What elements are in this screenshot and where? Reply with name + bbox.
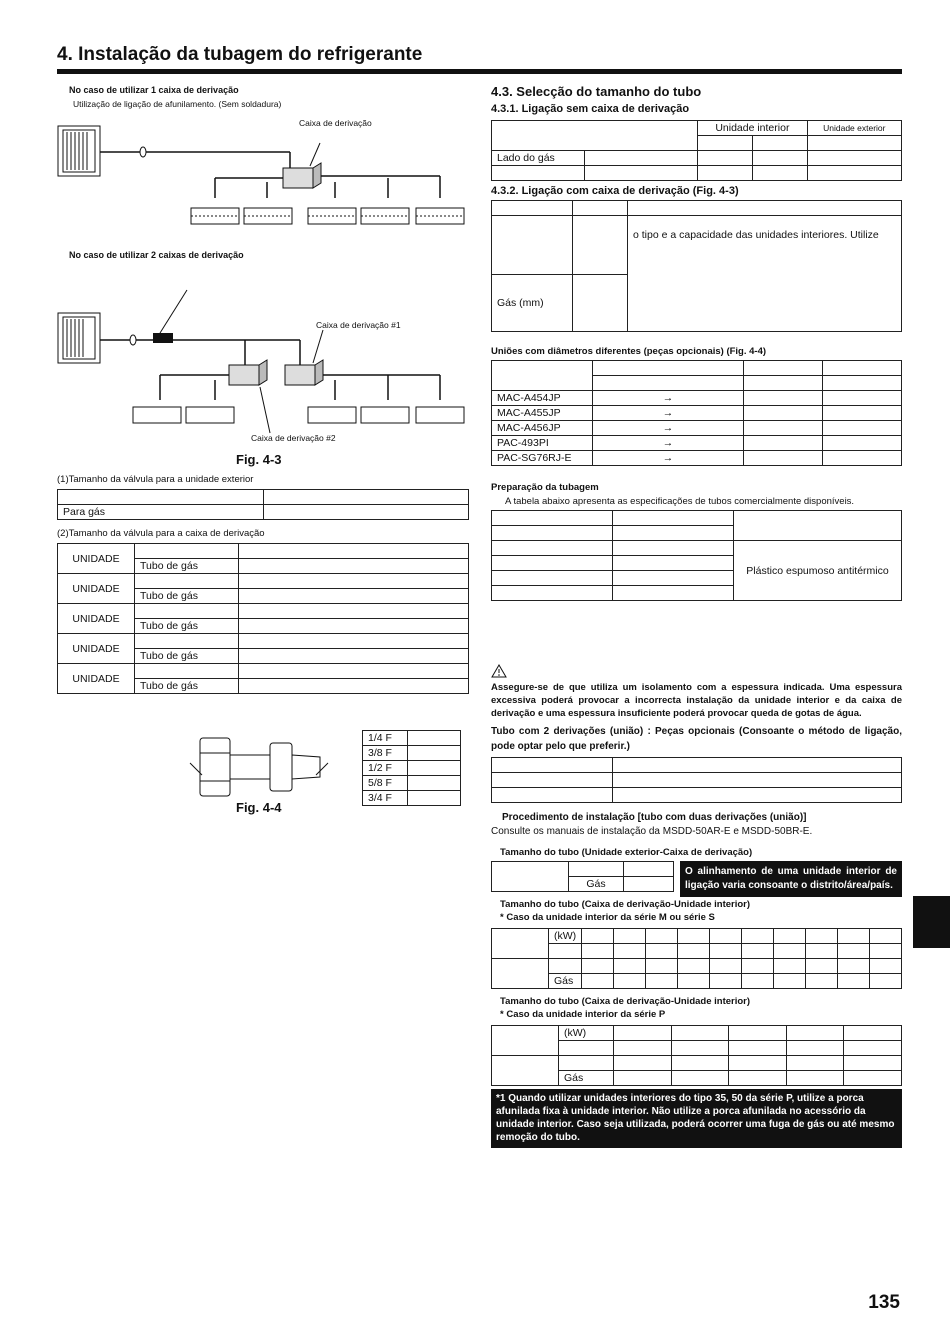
page-title: 4. Instalação da tubagem do refrigerante xyxy=(57,44,423,65)
page-number: 135 xyxy=(868,1292,900,1313)
valve1-table xyxy=(57,489,469,520)
indoor-units xyxy=(191,208,464,224)
proc-title: Procedimento de instalação [tubo com duas derivações (união)] xyxy=(502,812,807,823)
black-note: O alinhamento de uma unidade interior de ligação varia consoante o distrito/área/país. xyxy=(680,861,902,897)
unioes-table: MAC-A454JP → MAC-A455JP → MAC-A456JP → PAC-493PI → PAC-SG76RJ-E → xyxy=(491,360,902,466)
warning-text: Assegure-se de que utiliza um isolamento com a espessura indicada. Uma espessura excessiva poderá provocar a incorrecta instalação da unidade interior e da caixa de derivação e uma espessura insuficiente poderá provocar queda de gotas de água. xyxy=(491,682,902,719)
table-with-branch: o tipo e a capacidade das unidades interiores. Utilize Gás (mm) xyxy=(491,200,902,332)
size3-title: Tamanho do tubo (Caixa de derivação-Unidade interior) xyxy=(500,996,751,1007)
title-rule xyxy=(57,69,902,74)
section-4-3: 4.3. Selecção do tamanho do tubo xyxy=(491,84,702,99)
diagram-two-boxes xyxy=(55,285,475,435)
prep-title: Preparação da tubagem xyxy=(491,482,599,493)
warning-triangle-icon xyxy=(491,664,507,678)
diagram-one-box xyxy=(55,118,475,233)
section-4-3-2: 4.3.2. Ligação com caixa de derivação (Fig. 4-3) xyxy=(491,185,739,197)
section-4-3-1: 4.3.1. Ligação sem caixa de derivação xyxy=(491,103,690,115)
size3-sub: * Caso da unidade interior da série P xyxy=(500,1009,666,1020)
unioes-title: Uniões com diâmetros diferentes (peças opcionais) (Fig. 4-4) xyxy=(491,346,767,357)
one-box-title: No caso de utilizar 1 caixa de derivação xyxy=(69,85,239,95)
one-box-subtitle: Utilização de ligação de afunilamento. (Sem soldadura) xyxy=(73,99,282,109)
flare-table: 1/4 F 3/8 F 1/2 F 5/8 F 3/4 F xyxy=(362,730,461,806)
size2-sub: * Caso da unidade interior da série M ou série S xyxy=(500,912,715,923)
size1-table: Gás xyxy=(491,861,674,892)
branch-box-icon xyxy=(283,163,321,188)
outdoor-unit-icon xyxy=(58,126,100,176)
size3-table: (kW) Gás xyxy=(491,1025,902,1086)
size2-title: Tamanho do tubo (Caixa de derivação-Unidade interior) xyxy=(500,899,751,910)
size1-title: Tamanho do tubo (Unidade exterior-Caixa de derivação) xyxy=(500,847,753,858)
branch-box-2-icon xyxy=(229,360,267,385)
side-tab-marker xyxy=(913,896,950,948)
caixa2-label: Caixa de derivação #2 xyxy=(251,433,336,443)
indoor-units xyxy=(133,407,464,423)
fig-4-3-label: Fig. 4-3 xyxy=(236,452,282,467)
table-no-branch: Unidade interior Unidade exterior Lado do gás xyxy=(491,120,902,181)
tubo2-table xyxy=(491,757,902,803)
valve1-title: (1)Tamanho da válvula para a unidade exterior xyxy=(57,474,254,485)
caixa-label: Caixa de derivação xyxy=(299,118,372,128)
size2-table: (kW) Gás xyxy=(491,928,902,989)
footnote-box: *1 Quando utilizar unidades interiores do tipo 35, 50 da série P, utilize a porca afunilada fixa à unidade interior. Não utilize a porca afunilada no acessório da unidade interior. Caso seja utilizada, poderá ocorrer uma fuga de gás ou até mesmo remoção do tubo. xyxy=(491,1089,902,1148)
joint-icon xyxy=(153,333,173,343)
valve2-title: (2)Tamanho da válvula para a caixa de derivação xyxy=(57,528,265,539)
proc-text: Consulte os manuais de instalação da MSDD-50AR-E e MSDD-50BR-E. xyxy=(491,826,813,837)
outdoor-unit-icon xyxy=(58,313,100,363)
valve2-table: UNIDADE Tubo de gás UNIDADE Tubo de gás UNIDADE Tubo de gás UNIDADE Tubo de gás UNIDADE Tubo de gás xyxy=(57,543,469,694)
prep-text: A tabela abaixo apresenta as especificações de tubos comercialmente disponíveis. xyxy=(505,496,855,507)
two-box-title: No caso de utilizar 2 caixas de derivação xyxy=(69,250,244,260)
union-fitting-icon xyxy=(180,733,340,803)
fig-4-4-label: Fig. 4-4 xyxy=(236,800,282,815)
branch-box-1-icon xyxy=(285,360,323,385)
valve1-row-label: Para gás xyxy=(58,505,264,520)
tubo2-text: Tubo com 2 derivações (união) : Peças opcionais (Consoante o método de ligação, pode optar pelo que preferir.) xyxy=(491,726,902,752)
prep-table: Plástico espumoso antitérmico xyxy=(491,510,902,601)
caixa1-label: Caixa de derivação #1 xyxy=(316,320,401,330)
